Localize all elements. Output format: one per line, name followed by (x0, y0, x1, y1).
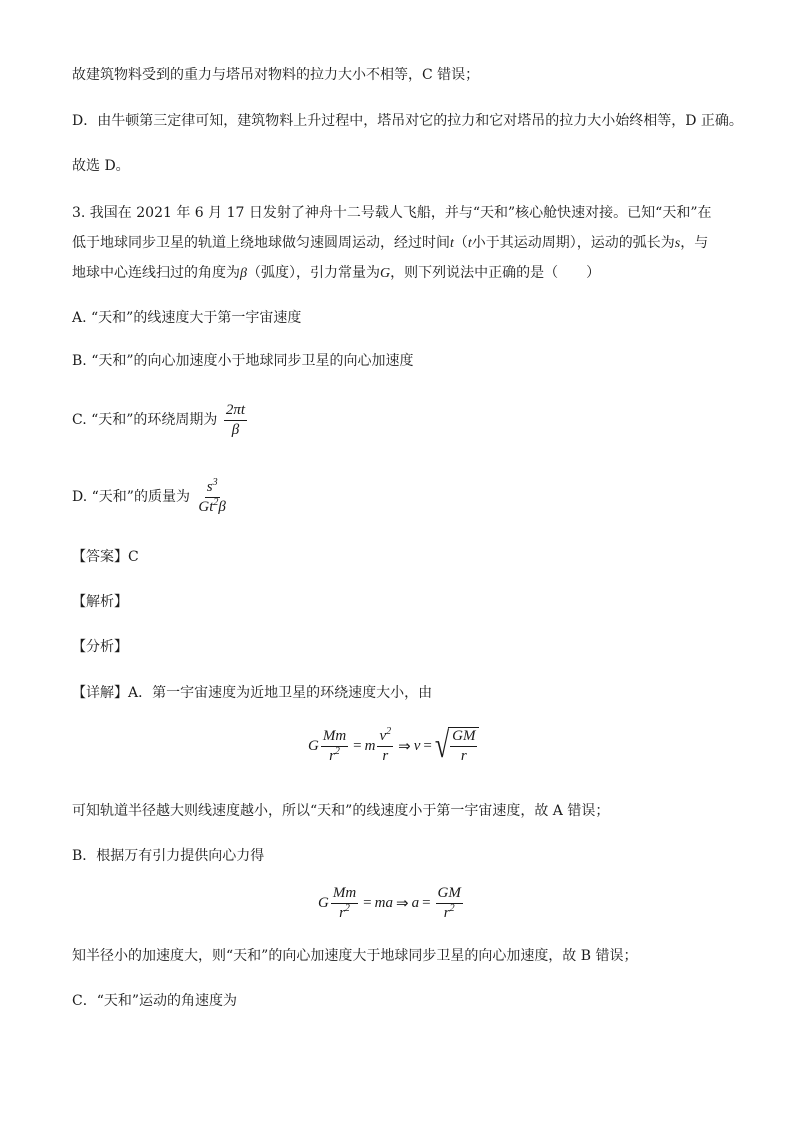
option-a: A. “天和”的线速度大于第一宇宙速度 (72, 310, 302, 326)
part-b-line: B．根据万有引力提供向心力得 (72, 848, 265, 864)
fraction (321, 728, 348, 765)
exponent: 2 (344, 903, 350, 914)
exponent: 2 (449, 903, 455, 914)
math-variable: r (339, 905, 345, 921)
fraction-numerator: 2πt (224, 402, 247, 421)
conclusion-b: 知半径小的加速度大，则“天和”的向心加速度大于地球同步卫星的向心加速度，故 B 错误； (72, 948, 638, 964)
math-variable: v (413, 737, 421, 754)
equation-2 (318, 885, 465, 922)
equals-sign: = (422, 895, 431, 911)
detail-line: 【详解】A．第一宇宙速度为近地卫星的环绕速度大小，由 (72, 685, 433, 701)
fraction (331, 885, 358, 922)
fraction-numerator: GM (450, 728, 477, 747)
equals-sign: = (423, 737, 432, 754)
math-variable: s (206, 478, 213, 495)
radicand (448, 727, 479, 765)
option-d-text: D. “天和”的质量为 (72, 489, 190, 505)
math-variable: m (364, 737, 376, 754)
math-variable: ma (374, 895, 393, 911)
text-line: 故选 D。 (72, 158, 130, 174)
option-d (72, 477, 230, 517)
text-line: D．由牛顿第三定律可知，建筑物料上升过程中，塔吊对它的拉力和它对塔吊的拉力大小始终相等，D 正确。 (72, 113, 743, 129)
fraction-numerator (377, 725, 393, 747)
equals-sign: = (363, 895, 372, 911)
math-variable: G (308, 737, 319, 754)
equation-1 (308, 727, 479, 765)
fraction-numerator: GM (436, 885, 463, 904)
text-segment: （弧度），引力常量为 (246, 265, 380, 281)
option-c-text: C. “天和”的环绕周期为 (72, 412, 218, 428)
fenxi-label: 【分析】 (72, 639, 128, 655)
fraction (196, 476, 227, 516)
math-variable: t (450, 236, 454, 251)
exponent: 2 (334, 745, 340, 757)
fraction (450, 728, 477, 765)
exponent: 2 (213, 496, 219, 508)
fraction (224, 402, 247, 439)
fraction-denominator (337, 904, 352, 922)
fraction-numerator: Mm (321, 728, 348, 747)
fraction-denominator: r (382, 747, 389, 764)
math-variable: Gt (198, 498, 214, 515)
fraction-denominator (327, 747, 342, 765)
implies-arrow: ⇒ (395, 896, 409, 912)
option-b: B. “天和”的向心加速度小于地球同步卫星的向心加速度 (72, 353, 414, 369)
question-3-line-1: 3. 我国在 2021 年 6 月 17 日发射了神舟十二号载人飞船，并与“天和”核心舱快速对接。已知“天和”在 (72, 205, 712, 221)
text-segment: ，则下列说法中正确的是（ ） (390, 265, 601, 281)
math-variable: r (329, 747, 335, 764)
fraction-denominator: β (231, 421, 240, 438)
fraction (436, 885, 463, 922)
analysis-label: 【解析】 (72, 594, 128, 610)
math-variable: β (240, 266, 247, 281)
option-c (72, 400, 249, 440)
math-variable: v (379, 727, 387, 744)
text-segment: 地球中心连线扫过的角度为 (72, 265, 240, 281)
text-segment: （ (453, 235, 468, 251)
conclusion-a: 可知轨道半径越大则线速度越小，所以“天和”的线速度小于第一宇宙速度，故 A 错误； (72, 803, 610, 819)
question-3-line-2 (72, 232, 708, 255)
fraction (377, 725, 393, 765)
implies-arrow: ⇒ (398, 738, 411, 755)
math-variable: s (674, 236, 681, 251)
answer-label: 【答案】C (72, 549, 139, 565)
equals-sign: = (353, 737, 362, 754)
math-variable: r (443, 905, 450, 921)
square-root (435, 727, 480, 765)
fraction-numerator (205, 476, 220, 498)
math-variable: a (411, 895, 420, 911)
math-variable: t (467, 236, 472, 251)
math-variable: G (318, 895, 329, 911)
fraction-denominator (196, 498, 227, 516)
exponent: 2 (386, 725, 392, 737)
radical-sign-icon: √ (434, 725, 450, 766)
fraction-denominator (442, 904, 457, 922)
fraction-denominator: r (460, 748, 467, 764)
math-variable: G (379, 266, 391, 281)
fraction-numerator: Mm (331, 885, 358, 904)
question-3-line-3 (72, 262, 600, 285)
math-variable: β (218, 498, 226, 515)
text-segment: 小于其运动周期），运动的弧长为 (471, 235, 675, 251)
text-segment: 低于地球同步卫星的轨道上绕地球做匀速圆周运动，经过时间 (72, 235, 450, 251)
exponent: 3 (212, 476, 218, 488)
part-c-line: C．“天和”运动的角速度为 (72, 993, 238, 1009)
text-segment: ，与 (680, 235, 709, 251)
text-line: 故建筑物料受到的重力与塔吊对物料的拉力大小不相等，C 错误； (72, 67, 480, 83)
